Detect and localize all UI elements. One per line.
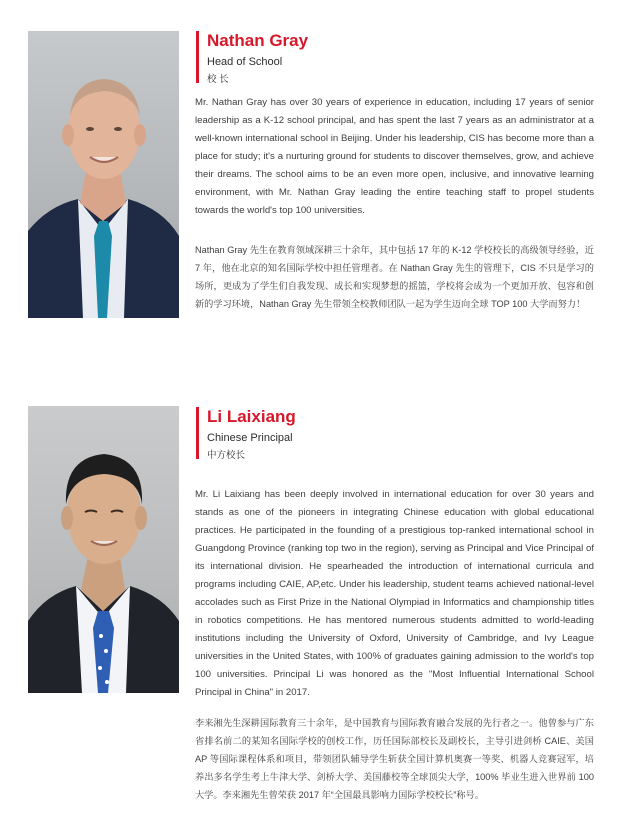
biography-en: Mr. Nathan Gray has over 30 years of experience in education, including 17 years of senior leadership as a K-12 school principal, and has spent the last 7 years as an administrator at a well-known international school in Beijing. Under his leadership, CIS has become more than a place for study; it's a nurturing ground for students to discover themselves, grow, and achieve their dreams. The school aims to be an even more open, inclusive, and innovative learning environment, with Mr. Nathan Gray leading the entire teaching staff to propel students towards the world's top 100 universities. <box>195 97 594 216</box>
accent-bar <box>196 31 199 83</box>
person-name: Nathan Gray <box>207 31 309 50</box>
portrait-photo <box>28 31 179 318</box>
job-title-en: Head of School <box>207 56 283 68</box>
job-title-zh: 中方校长 <box>207 450 246 461</box>
biography-zh: Nathan Gray 先生在教育领域深耕三十余年，其中包括 17 年的 K-12 学校校长的高级领导经验，近 7 年，他在北京的知名国际学校中担任管理者。在 Nathan Gray 先生的管理下，CIS 不只是学习的场所，更成为了学生们自我发现、成长和实现梦想的摇篮，学校将会成为一个更加开放、包容和创新的学习环境，Nathan Gray 先生带领全校教师团队一起为学生迈向全球 TOP 100 大学而努力！ <box>195 245 594 309</box>
biography-zh: 李来湘先生深耕国际教育三十余年，是中国教育与国际教育融合发展的先行者之一。他曾参与广东省排名前二的某知名国际学校的创校工作，历任国际部校长及副校长，主导引进剑桥 CAIE、美国 AP 等国际课程体系和项目，带领团队辅导学生斩获全国计算机奥赛一等奖、机器人竞赛冠军，培养出多名学生考上牛津大学、剑桥大学、美国藤校等全球顶尖大学，100% 毕业生进入世界前 100 大学。李来湘先生曾荣获 2017 年“全国最具影响力国际学校校长”称号。 <box>195 718 594 800</box>
biography-en: Mr. Li Laixiang has been deeply involved in international education for over 30 years and stands as one of the pioneers in integrating Chinese education with global educational practices. He participated in the founding of a prestigious top-ranked international school in Guangdong Province (ranking top two in the region), serving as Principal and Vice Principal of its international division. He spearheaded the introduction of international curricula and programs including CAIE, AP,etc. Under his leadership, student teams achieved national-level accolades such as First Prize in the National Olympiad in Informatics and championship titles in robotics competitions. He has mentored numerous students admitted to world-leading institutions including the University of Oxford, University of Cambridge, and Ivy League universities in the United States, with 100% of graduates gaining admission to the world's top 100 universities. Principal Li was honored as the "Most Influential International School Principal in China" in 2017. <box>195 489 594 698</box>
portrait-illustration <box>28 31 179 318</box>
person-name: Li Laixiang <box>207 407 296 426</box>
job-title-zh: 校 长 <box>207 74 229 85</box>
job-title-en: Chinese Principal <box>207 432 293 444</box>
accent-bar <box>196 407 199 459</box>
portrait-illustration <box>28 406 179 693</box>
portrait-photo <box>28 406 179 693</box>
